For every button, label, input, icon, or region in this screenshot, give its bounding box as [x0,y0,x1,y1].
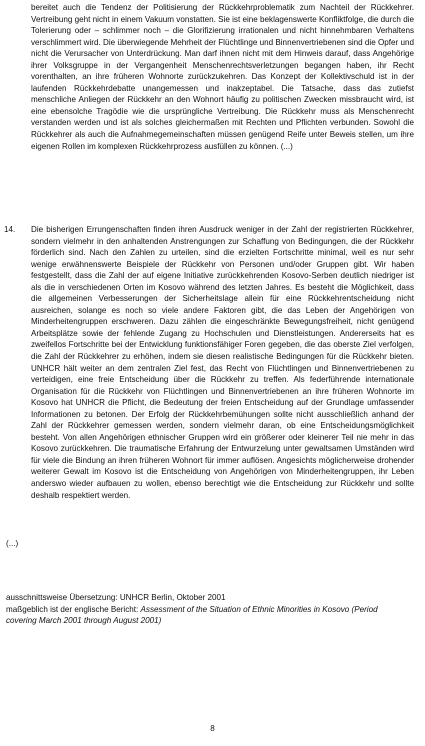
authoritative-report-note [6,604,406,627]
source-note [6,592,406,627]
report-title: Assessment of the Situation of Ethnic Minorities in Kosovo (Period covering March 2001 through August 2001) [6,604,378,626]
omission-marker: (...) [6,539,19,548]
translation-credit: ausschnittsweise Übersetzung: UNHCR Berlin, Oktober 2001 [6,593,226,602]
paragraph-14-number: 14. [4,225,16,234]
paragraph-14: Die bisherigen Errungenschaften finden ihren Ausdruck weniger in der Zahl der registrierten Rückkehrer, sondern vielmehr in den anhaltenden Anstrengungen zur Schaffung von Bedingungen, die der Rückkehr förderlich sind. Nach den Zahlen zu urteilen, sind die erzielten Fortschritte minimal, weil es nur sehr wenige erwähnenswerte Beispiele der Rückkehr von Personen und/oder Gruppen gibt. Wir haben festgestellt, dass die Zahl der auf eigene Initiative zurückkehrenden Kosovo-Serben deutlich niedriger ist als die in verschiedenen Orten im Kosovo während des letzten Jahres. Es besteht die Möglichkeit, dass die allgemeinen Verbesserungen der Sicherheitslage allein für eine Rückkehrentscheidung nicht ausreichen, solange es noch so viele andere Faktoren gibt, die das Leben der Angehörigen von Minderheitengruppen erschweren. Dazu zählen die eingeschränkte Bewegungsfreiheit, nicht genügend Arbeitsplätze sowie der fehlende Zugang zu Hochschulen und Dienstleistungen. Andererseits hat es zweifellos Fortschritte bei der Entwicklung funktionsfähiger Foren gegeben, die das oberste Ziel verfolgen, die Zahl der Rückkehrer zu erhöhen, indem sie diesen realistische Bedingungen für die Rückkehr bieten. UNHCR hält weiter an dem zentralen Ziel fest, das Recht von Flüchtlingen und Binnenvertriebenen zu verteidigen, eine freie Entscheidung über die Rückkehr zu treffen. Als federführende internationale Organisation für die Rückkehr von Flüchtlingen und Binnenvertriebenen an ihre früheren Wohnorte im Kosovo hat UNHCR die Pflicht, die Bedeutung der freien Entscheidung auf der Grundlage umfassender Informationen zu betonen. Der Erfolg der Rückkehrbemühungen sollte nicht ausschließlich anhand der Zahl der Rückkehrer gemessen werden, sondern vielmehr daran, ob eine Entscheidungsmöglichkeit besteht. Von allen Angehörigen ethnischer Gruppen wird ein größerer oder kleinerer Teil nie mehr in das Kosovo zurückkehren. Die traumatische Erfahrung der Entwurzelung unter gewaltsamen Umständen wird für viele die Bindung an ihren früheren Wohnort für immer auflösen. Angesichts möglicherweise drohender weiterer Gewalt im Kosovo ist die Entscheidung von Angehörigen von Minderheitengruppen, ihr Leben anderswo wieder aufbauen zu wollen, ebenso berechtigt wie die Entscheidung zur Rückkehr und sollte deshalb respektiert werden. [31,225,414,500]
report-note-prefix: maßgeblich ist der englische Bericht: [6,604,141,614]
paragraph-13-continuation: bereitet auch die Tendenz der Politisierung der Rückkehrproblematik zum Nachteil der Rückkehrer. Vertreibung geht nicht in einem Vakuum vonstatten. Sie ist eine beklagenswerte Konfliktfolge, die durch die Tolerierung oder – schlimmer noch – die Glorifizierung irrationalen und nicht hinnehmbaren Verhaltens verschlimmert wird. Die überwiegende Mehrheit der Flüchtlinge und Binnenvertriebenen sind die Opfer und nicht die Verursacher von Unterdrückung. Man darf ihnen nicht mit dem Hinweis darauf, dass Angehörige ihrer Volksgruppe in der Vergangenheit Menschenrechtsverletzungen begangen haben, ihr Recht vorenthalten, an ihre früheren Wohnorte zurückzukehren. Das Konzept der Kollektivschuld ist in der laufenden Rückkehrdebatte unangemessen und inakzeptabel. Die Tatsache, dass das zutiefst menschliche Anliegen der Rückkehr an den Wohnort häufig zu politischen Zwecken missbraucht wird, ist eine ebensolche Tragödie wie die ursprüngliche Vertreibung. Die Rückkehr muss als Menschenrecht verstanden werden und ist als solches gleichermaßen mit Rechten und Pflichten verbunden. Sowohl die Rückkehrer als auch die Aufnahmegemeinschaften müssen genügend Reife unter Beweis stellen, um ihre eigenen Rollen im komplexen Rückkehrprozess ausfüllen zu können. (...) [31,3,414,151]
page-number: 8 [210,724,215,733]
